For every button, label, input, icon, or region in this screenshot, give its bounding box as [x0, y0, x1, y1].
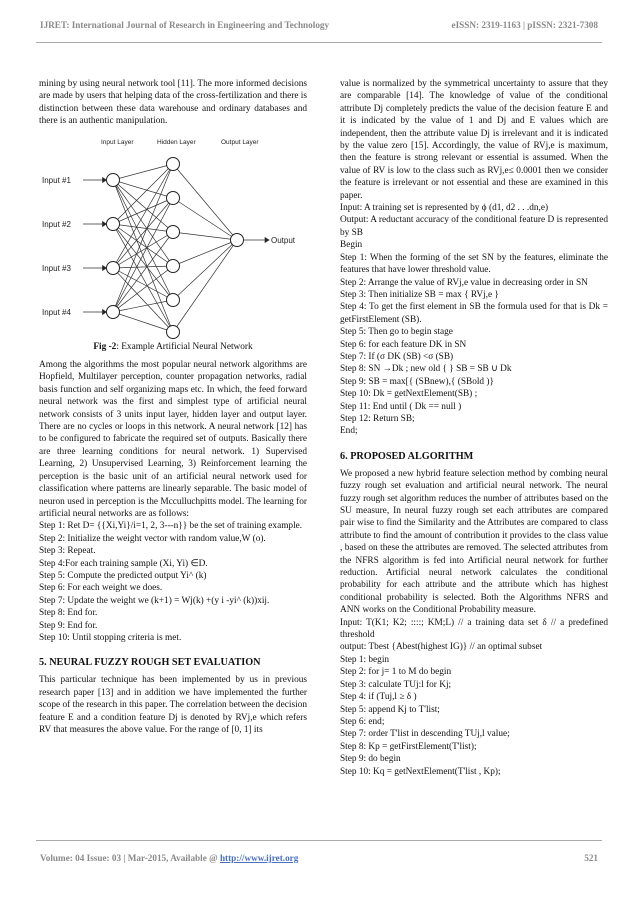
hidden-node-1 [167, 157, 180, 170]
input-1-label: Input #1 [42, 175, 71, 185]
connection-input-hidden [113, 180, 173, 332]
input-2-label: Input #2 [42, 219, 71, 229]
ann-step-1: Step 1: Ret D= {{Xi,Yi}/i=1, 2, 3---n}} be the set of training example. [39, 521, 303, 532]
ann-step: Step 3: Repeat. [39, 546, 96, 557]
hidden-node-4 [167, 259, 180, 272]
algo-step: Step 3: calculate TUj:l for Kj; [340, 679, 452, 690]
section-6-heading: 6. PROPOSED ALGORITHM [340, 450, 474, 462]
hidden-layer-label: Hidden Layer [157, 138, 196, 146]
journal-link[interactable]: http://www.ijret.org [219, 853, 299, 863]
nfrs-input: Input: A training set is represented by ϕ (d1, d2 . . .dn,e) [340, 203, 549, 214]
algo-step: Step 6: end; [340, 716, 385, 727]
nfrs-end: End; [340, 426, 358, 437]
nfrs-step-4: Step 4: To get the first element in SB the formula used for that is Dk = getFirstElement (SB). [340, 302, 608, 325]
nfrs-step-3: Step 3: Then initialize SB = max { RVj,e } [340, 289, 499, 300]
nfrs-step: Step 7: If (σ DK (SB) <σ (SB) [340, 351, 454, 362]
left-column [39, 78, 307, 736]
connection-input-hidden [113, 180, 173, 232]
ann-step: Step 5: Compute the predicted output Yi^ (k) [39, 570, 207, 581]
connection-input-hidden [113, 180, 173, 198]
input-3-label: Input #3 [42, 263, 71, 273]
nfrs-step-1: Step 1: When the forming of the set SN by the features, eliminate the features that have lower threshold value. [340, 252, 608, 276]
connection-input-hidden [113, 224, 173, 266]
connection-input-hidden [113, 164, 173, 180]
intro-paragraph: mining by using neural network tool [11]. The more informed decisions are made by users that helping data of the cross-fertilization and there is distinction between these data warehouse and ordinary databases and there is an authentic manipulation. [39, 79, 307, 127]
section-5-heading: 5. NEURAL FUZZY ROUGH SET EVALUATION [39, 657, 261, 669]
nfrs-step: Step 12: Return SB; [340, 413, 415, 424]
nfrs-step: Step 8: SN →Dk ; new old { } SB = SB ∪ Dk [340, 364, 512, 375]
output-arrowhead [265, 237, 269, 242]
hidden-node-5 [167, 293, 180, 306]
nfrs-step: Step 11: End until ( Dk == null ) [340, 401, 462, 412]
connection-input-hidden [113, 300, 173, 312]
hidden-node-3 [167, 225, 180, 238]
ann-step: Step 6: For each weight we does. [39, 583, 163, 594]
section-6-paragraph: We proposed a new hybrid feature selection method by combing neural fuzzy rough set evaluation and artificial neural network. The neural fuzzy rough set algorithm reduces the number of attributes based on the SU measure, In neural fuzzy rough set each attributes are compared pair wise to find the Similarity and the Attributes are compared to class attribute to find the amount of contribution it provides to the class value , based on these the attributes are removed. The selected attributes from the NFRS algorithm is fed into Artificial neural network for further reduction. Artificial neural network calculates the conditional probability for each attribute and the attribute which has highest conditional probability is selected. Both the Algorithms NFRS and ANN works on the Conditional Probability measure. [340, 468, 608, 616]
arrowhead-3 [103, 265, 107, 270]
ann-step: Step 9: End for. [39, 620, 98, 631]
page-header [40, 14, 598, 36]
input-4-label: Input #4 [42, 307, 71, 317]
nfrs-step: Step 5: Then go to begin stage [340, 327, 453, 338]
arrowhead-2 [103, 221, 107, 226]
connection-hidden-output [173, 164, 237, 240]
ann-step-7: Step 7: Update the weight we (k+1) = Wj(k) +(y i -yi^ (k))xij. [39, 595, 270, 606]
output-layer-label: Output Layer [221, 138, 259, 146]
neural-network-diagram [39, 134, 307, 339]
figure-label: Fig -2 [93, 341, 117, 352]
page-number: 521 [584, 853, 598, 863]
algorithms-paragraph: Among the algorithms the most popular neural network algorithms are Hopfield, Multilayer perception, counter propagation networks, radial basis function and self organizing maps etc. In which, the feed forward neural network was the first and simplest type of artificial neural network consists of 3 units input layer, hidden layer and output layer. There are no cycles or loops in this network. A neural network [12] has to be configured to fabricate the required set of outputs. Basically there are three learning conditions for neural network. 1) Supervised Learning, 2) Unsupervised Learning, 3) Reinforcement learning the perception is the basic unit of an artificial neural network used for classification where patterns are linearly separable. The basic model of neuron used in perception is the Mcculluchpitts model. The learning for artificial neural networks are as follows: [39, 360, 307, 519]
nfrs-begin: Begin [340, 240, 363, 251]
nfrs-step-2: Step 2: Arrange the value of RVj,e value in decreasing order in SN [340, 277, 588, 288]
algo-input: Input: T(K1; K2; ::::; KM;L) // a training data set δ // a predefined threshold [340, 617, 608, 641]
arrowhead-4 [103, 309, 107, 314]
algo-step: Step 2: for j= 1 to M do begin [340, 667, 452, 678]
right-column [340, 78, 608, 778]
nfrs-step: Step 9: SB = max[{ (SBnew),{ (SBold )} [340, 376, 494, 387]
volume-info [40, 853, 298, 863]
header-rule [36, 42, 602, 43]
relevance-paragraph: value is normalized by the symmetrical uncertainty to assure that they are comparable [14]. The knowledge of value of the conditional attribute Dj completely predicts the value of the decision feature E and it is indicated by the value of 1 and Dj and E values which are independent, then the attribute value Dj is irrelevant and it is indicated by the value zero [15]. Accordingly, the value of RVj,e is maximum, then the feature is strong relevant or essential is assumed. When the value of RV is low to the class such as RVj,e≤ 0.0001 then we consider the feature is irrelevant or not essential and these are examined in this paper. [340, 79, 608, 201]
connection-input-hidden [113, 224, 173, 232]
arrowhead-1 [103, 177, 107, 182]
journal-title: IJRET: International Journal of Research in Engineering and Technology [40, 20, 330, 30]
connection-input-hidden [113, 164, 173, 312]
connection-hidden-output [173, 240, 237, 332]
connection-input-hidden [113, 198, 173, 268]
algo-output: output: Tbest {Abest(highest IG)} // an optimal subset [340, 642, 543, 653]
input-node-2 [107, 217, 120, 230]
issn-info: eISSN: 2319-1163 | pISSN: 2321-7308 [451, 20, 598, 30]
hidden-node-2 [167, 191, 180, 204]
algo-step: Step 7: order T'list in descending TUj,l value; [340, 729, 510, 740]
connection-hidden-output [173, 240, 237, 300]
algo-step: Step 8: Kp = getFirstElement(T'list); [340, 741, 477, 752]
algo-step: Step 4: if (Tuj,l ≥ δ ) [340, 692, 417, 703]
nfrs-step: Step 6: for each feature DK in SN [340, 339, 467, 350]
ann-step: Step 10: Until stopping criteria is met. [39, 632, 182, 643]
connection-hidden-output [173, 232, 237, 240]
hidden-node-6 [167, 325, 180, 338]
connection-hidden-output [173, 198, 237, 240]
algo-step: Step 1: begin [340, 654, 390, 665]
connection-input-hidden [113, 164, 173, 268]
connection-input-hidden [113, 266, 173, 268]
figure-caption-text: : Example Artificial Neural Network [116, 341, 253, 352]
ann-step: Step 4:For each training sample (Xi, Yi) ∈D. [39, 558, 208, 569]
figure-caption [39, 341, 307, 353]
algo-step: Step 10: Kq = getNextElement(T'list , Kp); [340, 766, 501, 777]
input-node-3 [107, 261, 120, 274]
section-5-paragraph: This particular technique has been implemented by us in previous research paper [13] and in addition we have implemented the further scope of the research in this paper. The correlation between the decision feature E and a condition feature Dj is denoted by RVj,e which refers RV that measures the above value. For the range of [0, 1] its [39, 675, 307, 735]
volume-text: Volume: 04 Issue: 03 | Mar-2015, Available @ [40, 853, 220, 863]
output-label: Output [271, 235, 296, 245]
output-node [231, 233, 244, 246]
algo-step: Step 9: do begin [340, 754, 401, 765]
footer-rule [36, 840, 602, 841]
neural-network-figure [39, 134, 307, 339]
nfrs-step: Step 10: Dk = getNextElement(SB) ; [340, 389, 478, 400]
input-node-1 [107, 173, 120, 186]
connection-hidden-output [173, 240, 237, 266]
nfrs-output: Output: A reductant accuracy of the conditional feature D is represented by SB [340, 215, 608, 238]
ann-step: Step 2: Initialize the weight vector with random value,W (o). [39, 533, 266, 544]
algo-step: Step 5: append Kj to T'list; [340, 704, 440, 715]
ann-step: Step 8: End for. [39, 608, 98, 619]
input-node-4 [107, 305, 120, 318]
input-layer-label: Input Layer [101, 138, 134, 146]
